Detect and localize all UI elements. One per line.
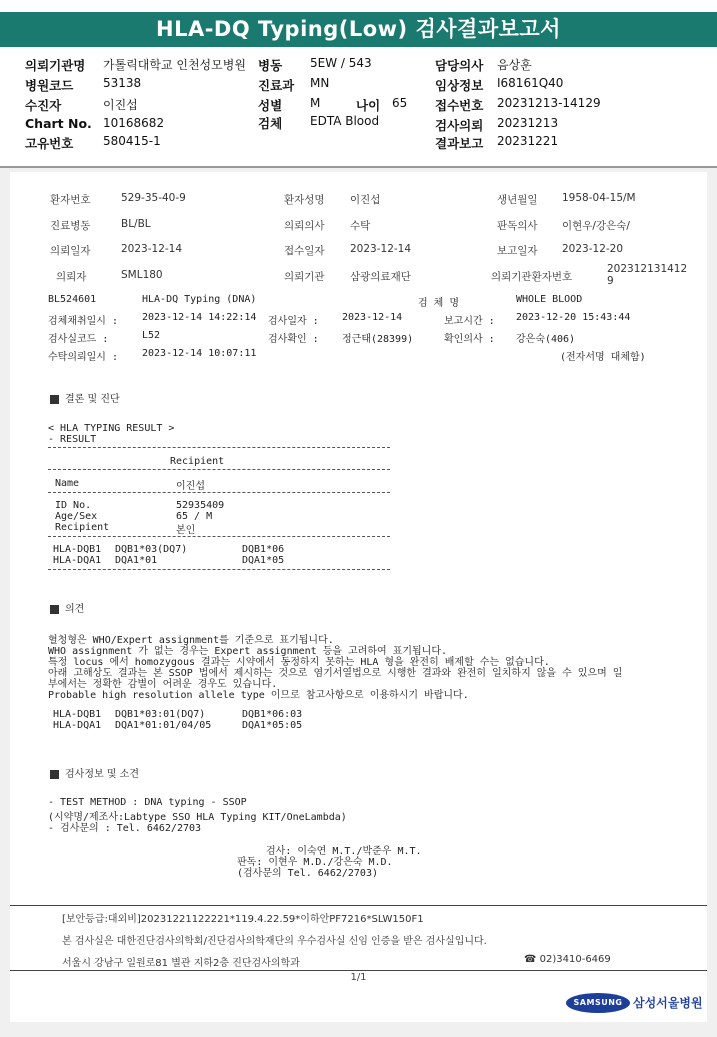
value-lab-code: L52	[142, 330, 161, 341]
opinion-line: Probable high resolution allele type 이므로 참고사항으로 이용하시기 바랍니다.	[48, 690, 469, 701]
label-request-doctor: 의뢰의사	[284, 220, 325, 232]
label-receipt-no: 접수번호	[435, 98, 484, 113]
value-report-time: 2023-12-20 15:43:44	[516, 312, 631, 323]
label-lab-code: 검사실코드 :	[48, 334, 109, 345]
method-line: - 검사문의 : Tel. 6462/2703	[48, 823, 202, 834]
value-consign-time: 2023-12-14 10:07:11	[142, 348, 257, 359]
value-chart-no: 10168682	[103, 116, 165, 130]
hires-locus: HLA-DQB1	[53, 709, 102, 720]
label-sex: 성별	[258, 98, 283, 113]
section-method-title: 검사정보 및 소견	[65, 769, 139, 780]
value-report-date: 2023-12-20	[562, 243, 624, 255]
section-opinion	[50, 600, 84, 615]
opinion-line: WHO assignment 가 없는 경우는 Expert assignment 등을 고려하여 표기됩니다.	[48, 646, 448, 657]
label-clinic-ward: 진료병동	[50, 220, 91, 232]
hires-locus: HLA-DQA1	[53, 720, 102, 731]
label-test-date: 검사일자 :	[268, 316, 319, 327]
label-clinical-info: 임상정보	[435, 78, 484, 93]
label-result-report: 결과보고	[435, 136, 484, 151]
label-ward: 병동	[258, 58, 283, 73]
label-chart-no: Chart No.	[25, 116, 92, 131]
opinion-line: 아래 고해상도 결과는 본 SSOP 법에서 제시하는 것으로 염기서열법으로 시행한 결과와 완전히 일치하지 않을 수 있으며 일	[48, 668, 623, 679]
value-age: 65	[392, 96, 408, 110]
esign-note: (전자서명 대체함)	[560, 352, 646, 363]
divider	[48, 569, 390, 570]
section-method	[50, 765, 139, 780]
label-patient-no: 환자번호	[50, 194, 91, 206]
hires-allele-1: DQB1*03:01(DQ7)	[115, 709, 206, 720]
label-receipt-date: 접수일자	[284, 245, 325, 257]
label-birth-date: 생년월일	[497, 194, 538, 206]
result-subheading: - RESULT	[48, 434, 97, 445]
label-unique-no: 고유번호	[25, 136, 74, 151]
id-label: ID No.	[55, 500, 92, 511]
value-request-date: 2023-12-14	[121, 243, 183, 255]
hospital-name: 삼성서울병원	[633, 996, 703, 1010]
agesex-value: 65 / M	[176, 511, 213, 522]
phone-line: ☎ 02)3410-6469	[524, 954, 611, 965]
name-value: 이진섭	[176, 481, 205, 492]
divider	[48, 536, 390, 537]
opinion-line: 특정 locus 에서 homozygous 결과는 시약에서 동정하지 못하는 HLA 형을 완전히 배제할 수는 없습니다.	[48, 657, 550, 668]
value-institution-patient-no-2: 9	[607, 275, 614, 287]
hires-allele-1: DQA1*01:01/04/05	[115, 720, 212, 731]
value-clinic-ward: BL/BL	[121, 218, 151, 230]
label-test-confirm: 검사확인 :	[268, 334, 319, 345]
value-receipt-no: 20231213-14129	[497, 96, 601, 110]
opinion-line: 부에서는 정확한 감별이 어려운 경우도 있습니다.	[48, 679, 278, 690]
label-institution-patient-no: 의뢰기관환자번호	[491, 271, 573, 283]
value-sex: M	[310, 96, 321, 110]
value-clinical-info: I68161Q40	[497, 76, 564, 90]
sign-line: 판독: 이현우 M.D./강은숙 M.D.	[237, 857, 393, 868]
label-report-date: 보고일자	[497, 245, 538, 257]
certification-line: 본 검사실은 대한진단검사의학회/진단검사의학재단의 우수검사실 신임 인증을 받은 검사실입니다.	[62, 936, 487, 947]
section-opinion-title: 의견	[65, 604, 85, 615]
section-result-title: 결론 및 진단	[65, 394, 120, 405]
sign-line: (검사문의 Tel. 6462/2703)	[237, 868, 378, 879]
value-hospital-code: 53138	[103, 76, 142, 90]
label-request-institution: 의뢰기관	[284, 271, 325, 283]
value-confirm-doctor: 강은숙(406)	[516, 334, 576, 345]
label-patient-name: 환자성명	[284, 194, 325, 206]
value-request-institution: 삼광의료재단	[350, 271, 411, 283]
value-patient: 이진섭	[103, 98, 138, 112]
section-result	[50, 390, 120, 405]
typing-locus: HLA-DQA1	[53, 555, 102, 566]
recipient-label: Recipient	[55, 522, 110, 533]
label-patient: 수진자	[25, 98, 62, 113]
security-line: [보안등급:대외비]20231221122221*119.4.22.59*이하안PF7216*SLW150F1	[62, 914, 424, 925]
label-collect-time: 검체채취일시 :	[48, 316, 119, 327]
value-patient-name: 이진섭	[350, 194, 381, 206]
label-age: 나이	[356, 98, 381, 113]
label-specimen-name: 검 체 명	[418, 298, 460, 309]
document-page	[10, 172, 707, 1022]
footer-divider	[10, 970, 707, 971]
section-bullet	[50, 605, 59, 614]
value-collect-time: 2023-12-14 14:22:14	[142, 312, 257, 323]
typing-allele-1: DQA1*01	[115, 555, 158, 566]
label-request-date: 의뢰일자	[50, 245, 91, 257]
address-line: 서울시 강남구 일원로81 별관 지하2층 진단검사의학과	[62, 958, 300, 969]
value-ward: 5EW / 543	[310, 56, 372, 70]
value-request-doctor: 수탁	[350, 220, 371, 232]
test-code: BL524601	[48, 294, 97, 305]
label-department: 진료과	[258, 78, 295, 93]
result-heading: < HLA TYPING RESULT >	[48, 423, 175, 434]
section-bullet	[50, 770, 59, 779]
divider	[48, 469, 390, 470]
value-specimen: EDTA Blood	[310, 114, 380, 128]
opinion-line: 혈청형은 WHO/Expert assignment를 기준으로 표기됩니다.	[48, 635, 334, 646]
value-receipt-date: 2023-12-14	[350, 243, 412, 255]
value-test-request: 20231213	[497, 116, 559, 130]
label-report-time: 보고시간 :	[444, 316, 495, 327]
value-department: MN	[310, 76, 330, 90]
label-specimen: 검체	[258, 116, 283, 131]
typing-allele-2: DQA1*05	[242, 555, 285, 566]
typing-allele-2: DQB1*06	[242, 544, 285, 555]
id-value: 52935409	[176, 500, 225, 511]
value-requester: SML180	[121, 269, 163, 281]
sign-line: 검사: 이숙연 M.T./박준우 M.T.	[266, 846, 422, 857]
value-attending-doctor: 음상훈	[497, 58, 532, 72]
method-line: - TEST METHOD : DNA typing - SSOP	[48, 797, 247, 808]
hires-allele-2: DQB1*06:03	[242, 709, 303, 720]
label-attending-doctor: 담당의사	[435, 58, 484, 73]
divider	[48, 447, 390, 448]
divider	[48, 492, 390, 493]
footer-divider	[10, 905, 707, 906]
recipient-value: 본인	[176, 525, 196, 536]
method-line: (시약명/제조사:Labtype SSO HLA Typing KIT/OneLambda)	[48, 812, 347, 823]
label-confirm-doctor: 확인의사 :	[444, 334, 495, 345]
hospital-logo	[566, 992, 703, 1013]
label-reading-doctor: 판독의사	[497, 220, 538, 232]
test-name: HLA-DQ Typing (DNA)	[142, 294, 257, 305]
report-title: HLA-DQ Typing(Low) 검사결과보고서	[0, 12, 717, 47]
value-test-confirm: 정근태(28399)	[342, 334, 414, 345]
label-requesting-institution: 의뢰기관명	[25, 58, 86, 73]
agesex-label: Age/Sex	[55, 511, 98, 522]
name-label: Name	[55, 478, 80, 489]
label-requester: 의뢰자	[56, 271, 87, 283]
label-consign-time: 수탁의뢰일시 :	[48, 352, 119, 363]
section-bullet	[50, 395, 59, 404]
samsung-logo-icon: SAMSUNG	[566, 993, 630, 1013]
page-indicator: 1/1	[350, 972, 367, 983]
value-reading-doctor: 이현우/강은숙/	[562, 220, 630, 232]
value-requesting-institution: 가톨릭대학교 인천성모병원	[103, 58, 246, 72]
top-info-block	[0, 48, 717, 168]
hires-allele-2: DQA1*05:05	[242, 720, 303, 731]
label-test-request: 검사의뢰	[435, 118, 484, 133]
label-hospital-code: 병원코드	[25, 78, 74, 93]
value-result-report: 20231221	[497, 134, 559, 148]
typing-locus: HLA-DQB1	[53, 544, 102, 555]
value-institution-patient-no-1: 202312131412	[607, 263, 688, 275]
value-test-date: 2023-12-14	[342, 312, 403, 323]
value-patient-no: 529-35-40-9	[121, 192, 186, 204]
value-unique-no: 580415-1	[103, 134, 161, 148]
typing-allele-1: DQB1*03(DQ7)	[115, 544, 188, 555]
recipient-column-header: Recipient	[170, 456, 225, 467]
value-birth-date: 1958-04-15/M	[562, 192, 636, 204]
value-specimen-name: WHOLE BLOOD	[516, 294, 583, 305]
